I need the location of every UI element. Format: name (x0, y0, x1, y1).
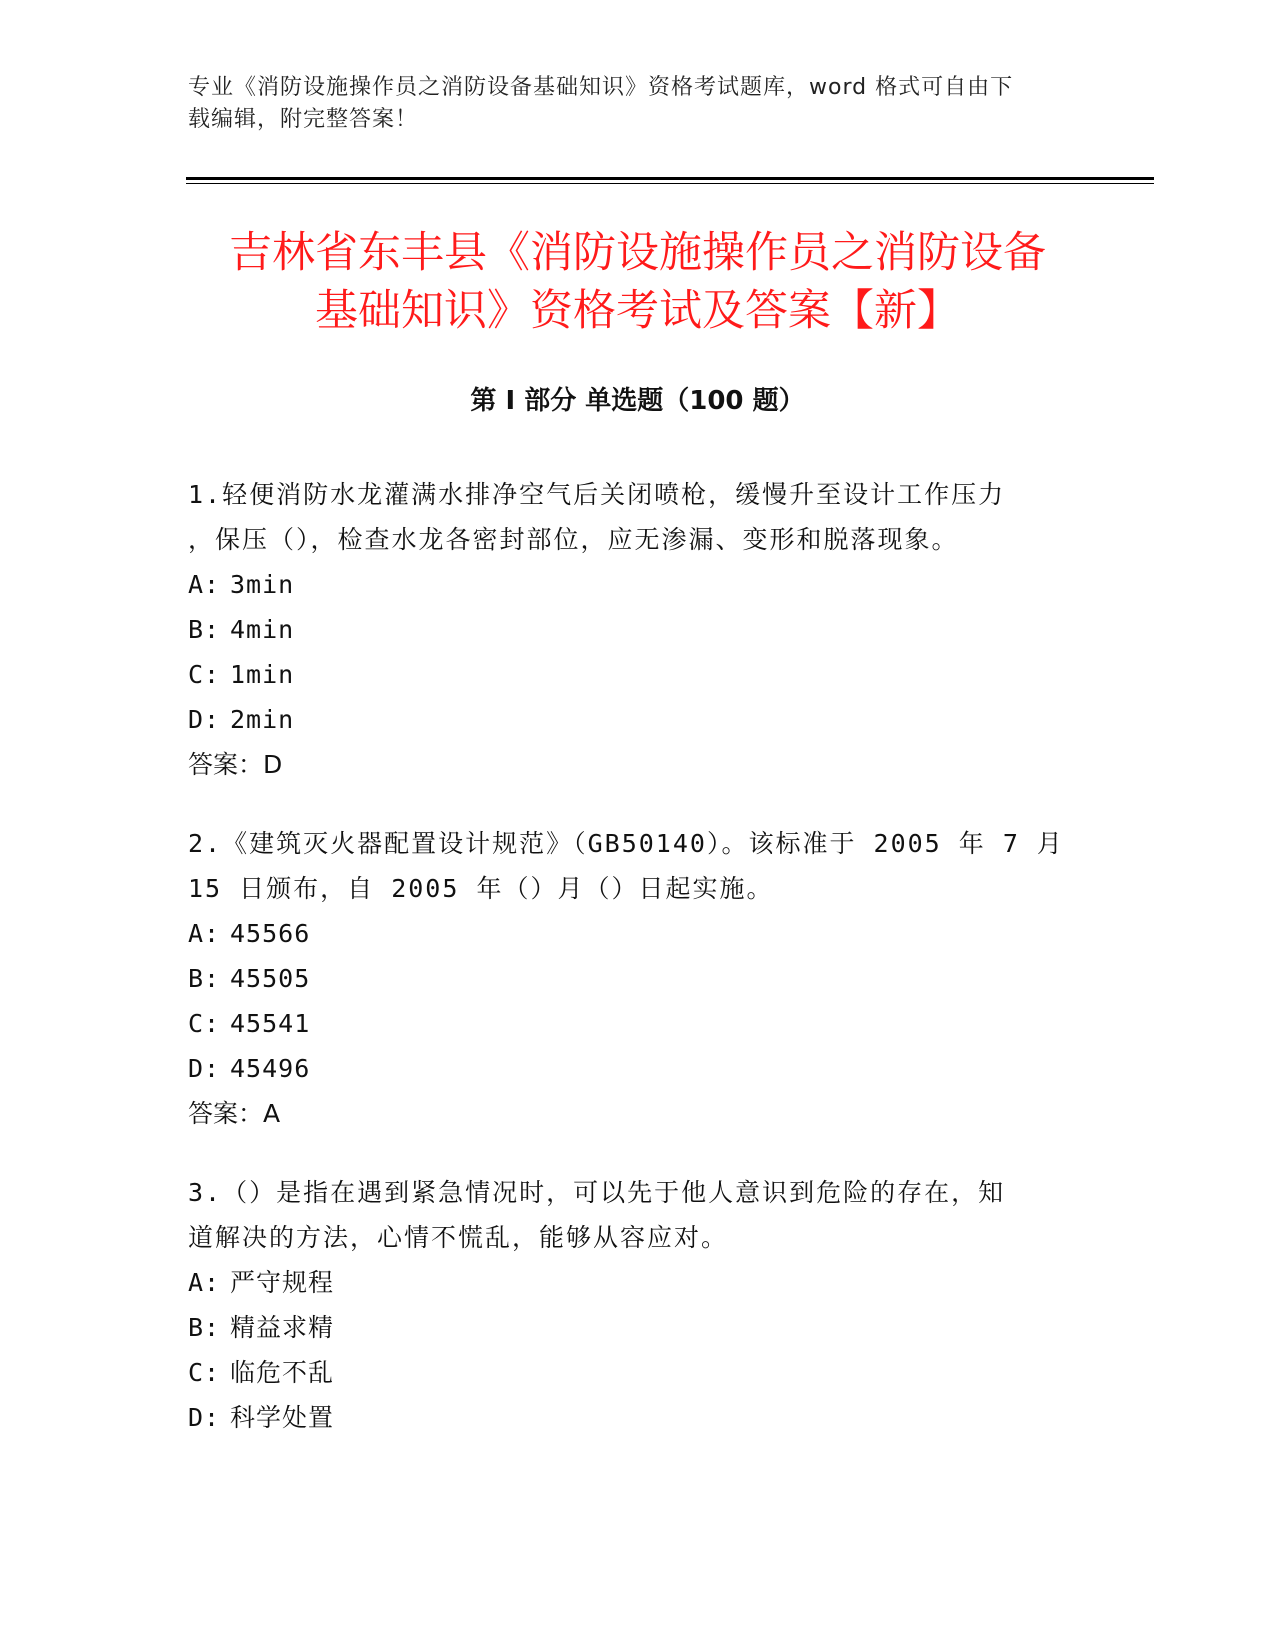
answer-line: 答案：D (188, 750, 283, 779)
header-note-line-1: 专业《消防设施操作员之消防设备基础知识》资格考试题库，word 格式可自由下 (188, 75, 1014, 100)
question-stem-line-1: 3.（）是指在遇到紧急情况时，可以先于他人意识到危险的存在，知 (188, 1178, 1006, 1207)
option-b (188, 607, 1068, 652)
option-key: D: (188, 1054, 221, 1083)
header-note-line-2: 载编辑，附完整答案！ (188, 107, 419, 132)
option-c (188, 1001, 1068, 1046)
header-divider-thick (186, 177, 1154, 180)
header-divider-thin (186, 183, 1154, 184)
document-title-line-2: 基础知识》资格考试及答案【新】 (315, 286, 960, 336)
document-title (150, 224, 1125, 340)
option-key: B: (188, 615, 221, 644)
option-b (188, 1305, 1068, 1350)
header-note (188, 72, 1068, 136)
option-text: 1min (230, 660, 295, 689)
section-heading: 第 I 部分 单选题（100 题） (470, 386, 805, 416)
answer-line: 答案：A (188, 1099, 281, 1128)
question-stem-line-2: 15 日颁布，自 2005 年（）月（）日起实施。 (188, 874, 774, 903)
question-1 (188, 472, 1068, 787)
option-text: 45505 (230, 964, 311, 993)
question-3 (188, 1170, 1068, 1440)
option-c (188, 1350, 1068, 1395)
option-text: 2min (230, 705, 295, 734)
question-stem-line-1: 2.《建筑灭火器配置设计规范》（GB50140）。该标准于 2005 年 7 月 (188, 829, 1064, 858)
option-a (188, 1260, 1068, 1305)
option-key: B: (188, 964, 221, 993)
option-text: 精益求精 (230, 1313, 335, 1342)
option-key: A: (188, 919, 221, 948)
option-text: 4min (230, 615, 295, 644)
option-text: 45541 (230, 1009, 311, 1038)
option-c (188, 652, 1068, 697)
option-key: A: (188, 1268, 221, 1297)
option-text: 科学处置 (230, 1403, 335, 1432)
question-2 (188, 821, 1068, 1136)
option-a (188, 562, 1068, 607)
option-text: 45496 (230, 1054, 311, 1083)
document-title-line-1: 吉林省东丰县《消防设施操作员之消防设备 (229, 228, 1046, 278)
question-stem-line-2: ，保压（），检查水龙各密封部位，应无渗漏、变形和脱落现象。 (188, 525, 959, 554)
question-stem-line-2: 道解决的方法，心情不慌乱，能够从容应对。 (188, 1223, 729, 1252)
option-key: B: (188, 1313, 221, 1342)
option-d (188, 1046, 1068, 1091)
option-d (188, 697, 1068, 742)
option-a (188, 911, 1068, 956)
option-key: A: (188, 570, 221, 599)
question-stem-line-1: 1.轻便消防水龙灌满水排净空气后关闭喷枪，缓慢升至设计工作压力 (188, 480, 1006, 509)
option-key: C: (188, 660, 221, 689)
option-text: 临危不乱 (230, 1358, 335, 1387)
option-text: 45566 (230, 919, 311, 948)
option-key: C: (188, 1009, 221, 1038)
option-key: D: (188, 705, 221, 734)
option-d (188, 1395, 1068, 1440)
option-key: D: (188, 1403, 221, 1432)
question-list (188, 472, 1068, 1474)
option-text: 严守规程 (230, 1268, 335, 1297)
option-text: 3min (230, 570, 295, 599)
option-key: C: (188, 1358, 221, 1387)
option-b (188, 956, 1068, 1001)
